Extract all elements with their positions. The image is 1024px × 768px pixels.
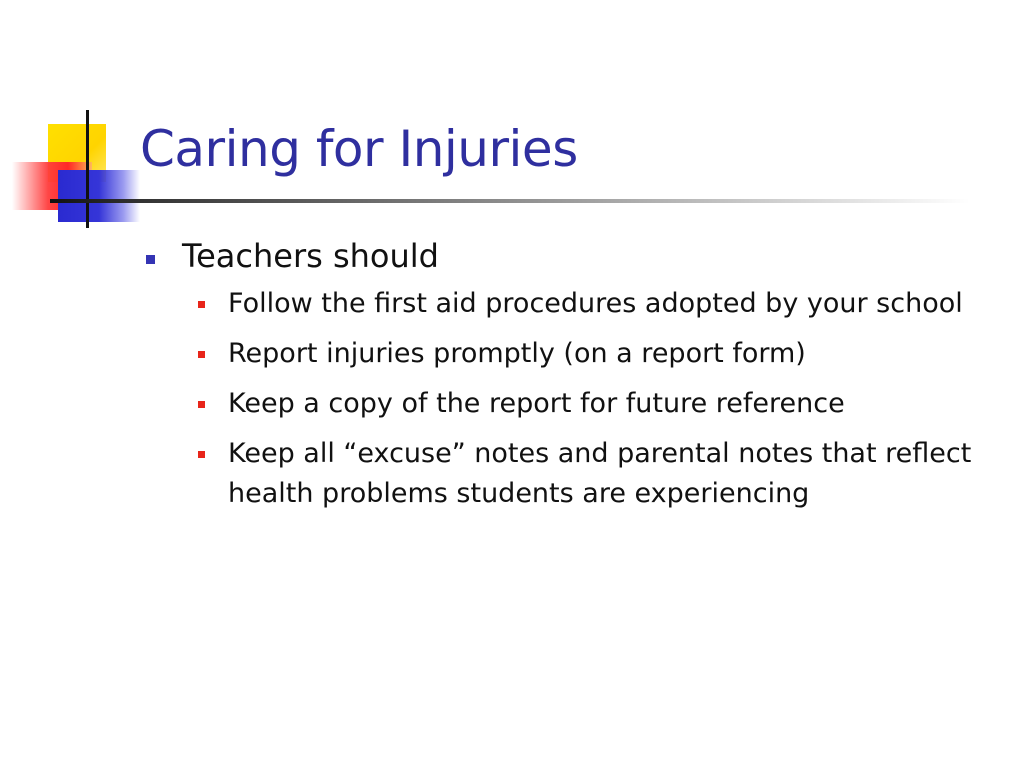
bullet-level1-text: Teachers should bbox=[182, 237, 439, 275]
bullet-level1 bbox=[140, 234, 1000, 278]
sub-bullet-item bbox=[186, 384, 1000, 424]
sub-bullet-text: Keep all “excuse” notes and parental notes that reflect health problems students are experiencing bbox=[228, 438, 972, 509]
square-bullet-icon bbox=[198, 301, 205, 308]
square-bullet-icon bbox=[198, 401, 205, 408]
deco-blue-square bbox=[58, 170, 140, 222]
sub-bullet-text: Keep a copy of the report for future reference bbox=[228, 388, 845, 419]
slide-title: Caring for Injuries bbox=[140, 120, 578, 178]
sub-bullet-list bbox=[140, 284, 1000, 514]
sub-bullet-item bbox=[186, 284, 1000, 324]
square-bullet-icon bbox=[146, 255, 155, 264]
square-bullet-icon bbox=[198, 351, 205, 358]
slide-body bbox=[140, 234, 1000, 524]
sub-bullet-item bbox=[186, 334, 1000, 374]
deco-vertical-line bbox=[86, 110, 89, 228]
title-underline bbox=[50, 199, 970, 203]
sub-bullet-text: Follow the first aid procedures adopted by your school bbox=[228, 288, 963, 319]
square-bullet-icon bbox=[198, 451, 205, 458]
sub-bullet-item bbox=[186, 434, 1000, 514]
sub-bullet-text: Report injuries promptly (on a report form) bbox=[228, 338, 806, 369]
